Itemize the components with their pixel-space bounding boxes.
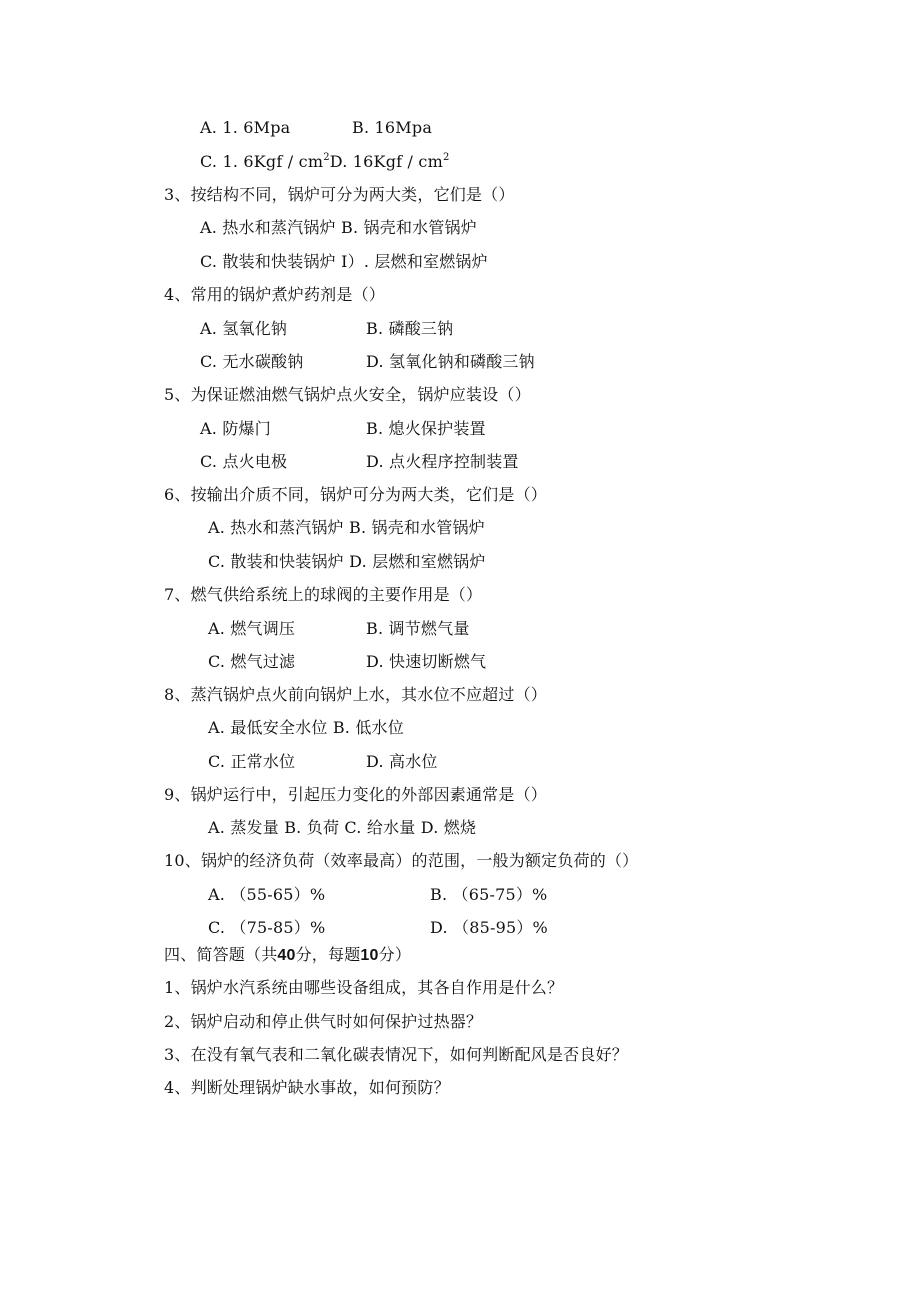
q5-stem: 5、为保证燃油燃气锅炉点火安全，锅炉应装设（） — [164, 385, 531, 404]
q4-option-d: D. 氢氧化钠和磷酸三钠 — [366, 352, 535, 371]
section-4-heading: 四、简答题（共40分，每题10分） — [164, 945, 412, 964]
q4-options-row-1 — [200, 318, 453, 340]
q4-option-a: A. 氢氧化钠 — [200, 319, 288, 338]
q5-option-a: A. 防爆门 — [200, 419, 271, 438]
q7-option-d: D. 快速切断燃气 — [366, 652, 487, 671]
q6-options-line-2: C. 散装和快装锅炉 D. 层燃和室燃锅炉 — [208, 552, 486, 571]
section-4-total-score: 40 — [277, 947, 296, 964]
q5-option-c: C. 点火电极 — [200, 452, 288, 471]
q7-stem: 7、燃气供给系统上的球阀的主要作用是（） — [164, 585, 483, 604]
q2-option-c: C. 1. $6Kgf / cm^2$ — [200, 152, 330, 171]
q7-option-c: C. 燃气过滤 — [208, 652, 296, 671]
q5-options-row-2 — [200, 451, 519, 473]
q3-options-line-1: A. 热水和蒸汽锅炉 B. 锅壳和水管锅炉 — [200, 218, 477, 237]
q7-option-b: B. 调节燃气量 — [366, 619, 470, 638]
q8-options-row-2 — [208, 751, 438, 773]
q10-option-b: B. （65-75）% — [430, 885, 548, 904]
q3-options-line-2: C. 散装和快装锅炉 I）. 层燃和室燃锅炉 — [200, 252, 488, 271]
q9-stem: 9、锅炉运行中，引起压力变化的外部因素通常是（） — [164, 785, 547, 804]
q8-stem: 8、蒸汽锅炉点火前向锅炉上水，其水位不应超过（） — [164, 685, 547, 704]
section-4-question-4: 4、判断处理锅炉缺水事故，如何预防？ — [164, 1078, 450, 1097]
q10-option-d: D. （85-95）% — [430, 918, 548, 937]
q6-options-line-1: A. 热水和蒸汽锅炉 B. 锅壳和水管锅炉 — [208, 518, 485, 537]
q10-option-a: A. （55-65）% — [208, 885, 326, 904]
q7-option-a: A. 燃气调压 — [208, 619, 296, 638]
q5-option-d: D. 点火程序控制装置 — [366, 452, 519, 471]
q5-options-row-1 — [200, 418, 486, 440]
q7-options-row-1 — [208, 618, 470, 640]
q7-options-row-2 — [208, 651, 486, 673]
section-4-each-score: 10 — [360, 947, 379, 964]
section-4-question-1: 1、锅炉水汽系统由哪些设备组成，其各自作用是什么？ — [164, 978, 564, 997]
q2-options-row-2 — [200, 151, 450, 173]
section-4-question-2: 2、锅炉启动和停止供气时如何保护过热器？ — [164, 1012, 483, 1031]
q6-stem: 6、按输出介质不同，锅炉可分为两大类，它们是（） — [164, 485, 547, 504]
q8-options-line-1: A. 最低安全水位 B. 低水位 — [208, 718, 404, 737]
q2-option-d: D. $16Kgf / cm^2$ — [329, 152, 450, 171]
q4-option-b: B. 磷酸三钠 — [366, 319, 454, 338]
q10-options-row-2 — [208, 917, 548, 939]
q10-option-c: C. （75-85）% — [208, 918, 326, 937]
q4-option-c: C. 无水碳酸钠 — [200, 352, 304, 371]
q2-option-b: B. 16Mpa — [352, 118, 433, 137]
q8-option-c: C. 正常水位 — [208, 752, 296, 771]
q2-option-a: A. 1. 6Mpa — [200, 118, 291, 137]
q10-stem: 10、锅炉的经济负荷（效率最高）的范围，一般为额定负荷的（） — [164, 851, 639, 870]
q10-options-row-1 — [208, 884, 547, 906]
q2-options-row-1 — [200, 117, 432, 139]
q9-options-line-1: A. 蒸发量 B. 负荷 C. 给水量 D. 燃烧 — [208, 818, 477, 837]
q4-options-row-2 — [200, 351, 535, 373]
q5-option-b: B. 熄火保护装置 — [366, 419, 486, 438]
q8-option-d: D. 高水位 — [366, 752, 438, 771]
q3-stem: 3、按结构不同，锅炉可分为两大类，它们是（） — [164, 185, 515, 204]
q4-stem: 4、常用的锅炉煮炉药剂是（） — [164, 285, 385, 304]
section-4-question-3: 3、在没有氧气表和二氧化碳表情况下，如何判断配风是否良好？ — [164, 1045, 628, 1064]
